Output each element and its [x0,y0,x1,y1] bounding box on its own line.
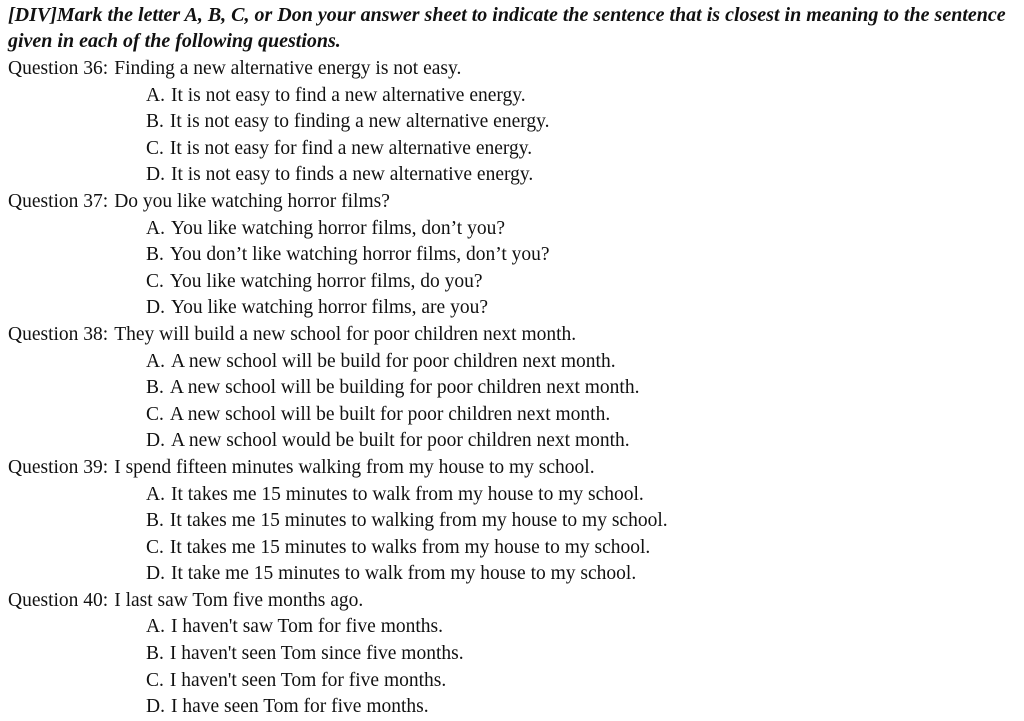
option-text: I haven't saw Tom for five months. [170,616,443,638]
option-text: It takes me 15 minutes to walking from my house to my school. [169,510,668,532]
answer-option [146,482,1016,509]
option-text: It is not easy to find a new alternative energy. [170,84,526,106]
answer-option [146,402,1016,429]
answer-option [146,216,1016,243]
question-label: Question 39: [8,456,109,478]
option-text: It is not easy for find a new alternative energy. [169,137,533,159]
option-letter: D. [146,297,165,319]
answer-option [146,109,1016,136]
option-text: You like watching horror films, don’t you? [170,217,505,239]
option-letter: C. [146,403,164,425]
question-list [8,56,1016,721]
option-letter: D. [146,164,165,186]
option-text: A new school will be building for poor children next month. [169,377,640,399]
option-text: I haven't seen Tom since five months. [169,643,464,665]
answer-option [146,641,1016,668]
option-letter: B. [146,510,164,532]
question-text: Finding a new alternative energy is not easy. [114,58,462,79]
option-letter: D. [146,563,165,585]
option-text: I haven't seen Tom for five months. [169,669,447,691]
question-39-stem [8,455,1016,482]
question-label: Question 36: [8,58,109,79]
option-text: It takes me 15 minutes to walks from my house to my school. [169,536,651,558]
option-letter: B. [146,377,164,399]
answer-option [146,428,1016,455]
question-label: Question 37: [8,190,109,212]
option-text: A new school would be built for poor children next month. [170,430,630,452]
answer-option [146,561,1016,588]
option-letter: B. [146,643,164,665]
option-letter: D. [146,696,165,718]
answer-option [146,349,1016,376]
question-37-stem [8,189,1016,216]
answer-option [146,269,1016,296]
answer-option [146,83,1016,110]
option-text: It takes me 15 minutes to walk from my house to my school. [170,483,644,505]
question-36-stem [8,56,1016,83]
option-text: You like watching horror films, do you? [169,270,483,292]
option-letter: B. [146,111,164,133]
answer-option [146,375,1016,402]
option-text: A new school will be build for poor children next month. [170,350,616,372]
answer-option [146,162,1016,189]
option-letter: B. [146,244,164,266]
question-text: I last saw Tom five months ago. [114,589,364,611]
option-text: It is not easy to finds a new alternative energy. [170,164,534,186]
question-40-stem [8,588,1016,615]
question-text: They will build a new school for poor children next month. [114,323,577,345]
answer-option [146,295,1016,322]
option-letter: C. [146,270,164,292]
option-text: You don’t like watching horror films, don’t you? [169,244,550,266]
question-text: Do you like watching horror films? [114,190,390,212]
question-label: Question 38: [8,323,109,345]
option-text: It take me 15 minutes to walk from my house to my school. [170,563,637,585]
question-38-stem [8,322,1016,349]
option-text: I have seen Tom for five months. [170,696,429,718]
answer-option [146,614,1016,641]
option-letter: C. [146,536,164,558]
option-text: A new school will be built for poor children next month. [169,403,611,425]
option-letter: A. [146,84,165,106]
question-label: Question 40: [8,589,109,611]
option-letter: C. [146,669,164,691]
answer-option [146,508,1016,535]
answer-option [146,694,1016,721]
answer-option [146,668,1016,695]
option-letter: C. [146,137,164,159]
option-letter: D. [146,430,165,452]
option-letter: A. [146,616,165,638]
option-letter: A. [146,217,165,239]
option-text: You like watching horror films, are you? [170,297,488,319]
option-text: It is not easy to finding a new alternative energy. [169,111,550,133]
option-letter: A. [146,483,165,505]
answer-option [146,242,1016,269]
question-text: I spend fifteen minutes walking from my house to my school. [114,456,595,478]
instruction-text: [DIV]Mark the letter A, B, C, or Don your answer sheet to indicate the sentence that is closest in meaning to the sentence given in each of the following questions. [8,4,1006,52]
answer-option [146,136,1016,163]
answer-option [146,535,1016,562]
option-letter: A. [146,350,165,372]
